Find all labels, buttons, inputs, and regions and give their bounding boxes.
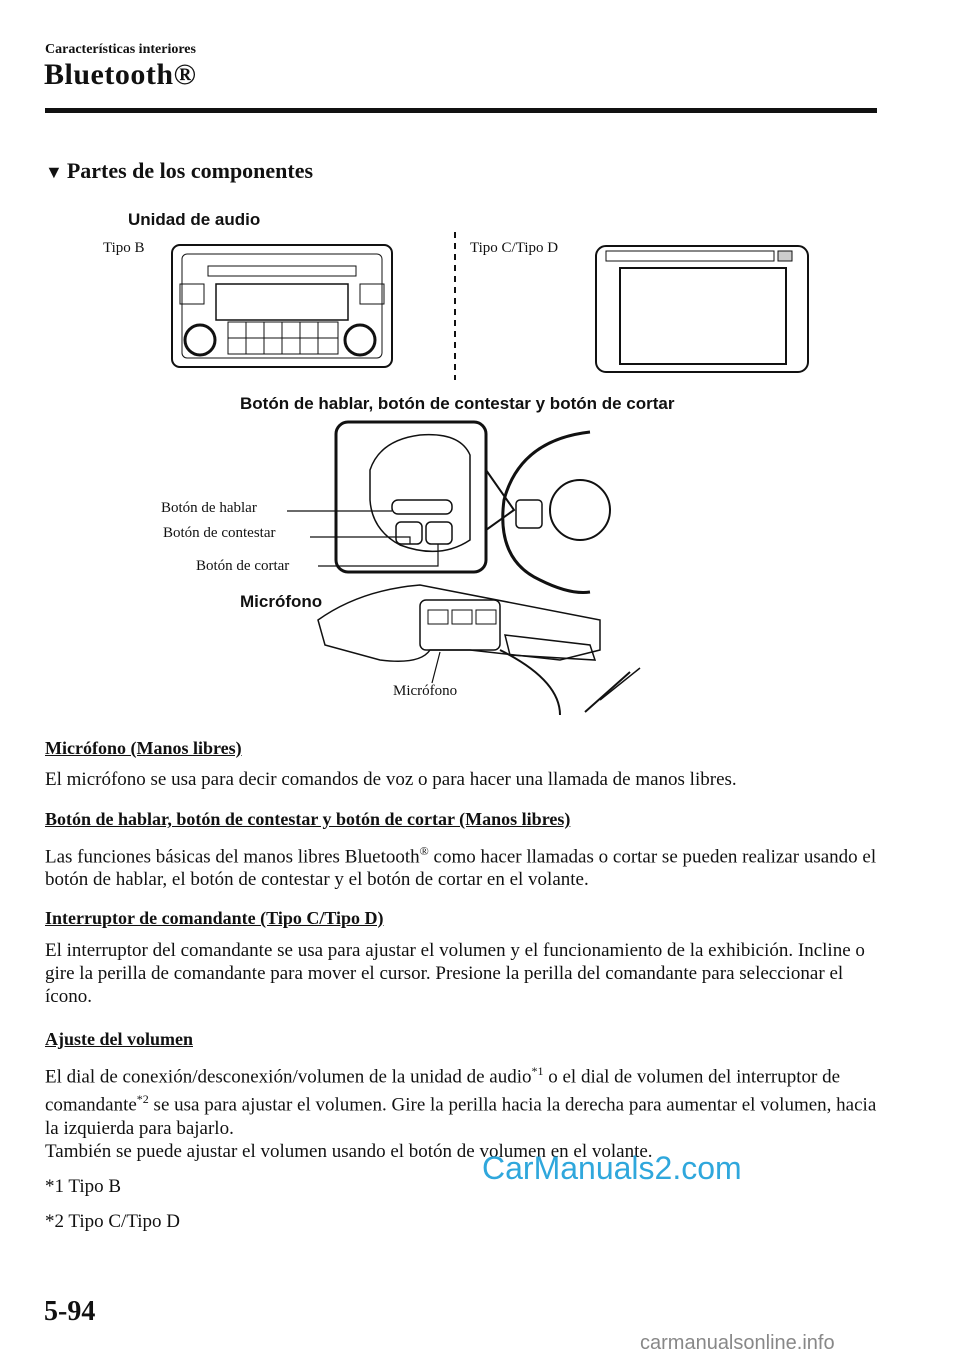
heading-commander: Interruptor de comandante (Tipo C/Tipo D): [45, 908, 384, 928]
answer-button-callout: Botón de contestar: [163, 525, 276, 541]
footer-watermark: carmanualsonline.info: [640, 1332, 835, 1354]
talk-button-callout: Botón de hablar: [161, 500, 257, 516]
audio-unit-label: Unidad de audio: [128, 210, 261, 229]
type-cd-label: Tipo C/Tipo D: [470, 240, 559, 256]
heading-buttons: Botón de hablar, botón de contestar y botón de cortar (Manos libres): [45, 809, 571, 829]
para-volume: El dial de conexión/desconexión/volumen de la unidad de audio$^{*1}$ o el dial de volumen del interruptor de comandante$^{*2}$ se usa para ajustar el volumen. Gire la perilla hacia la derecha para aumentar el volumen, hacia la izquierda para bajarlo. También se puede ajustar el volumen usando el botón de volumen en el volante.: [45, 1064, 877, 1162]
footnote-2: *2 Tipo C/Tipo D: [45, 1211, 181, 1232]
steering-wheel-illustration: [336, 422, 610, 593]
hangup-button-callout: Botón de cortar: [196, 558, 290, 574]
para-microphone: El micrófono se usa para decir comandos de voz o para hacer una llamada de manos libres.: [45, 769, 737, 790]
microphone-illustration: [318, 585, 640, 715]
type-b-label: Tipo B: [103, 240, 145, 256]
heading-volume: Ajuste del volumen: [45, 1029, 193, 1049]
footnote-1: *1 Tipo B: [45, 1176, 122, 1197]
display-type-cd: [596, 246, 808, 372]
mic-callout: Micrófono: [393, 683, 458, 699]
page-title: Bluetooth®: [44, 58, 197, 91]
page-number: 5-94: [44, 1296, 96, 1327]
para-commander: El interruptor del comandante se usa para ajustar el volumen y el funcionamiento de la exhibición. Incline o gire la perilla de comandante para mover el cursor. Presione la perilla del comandante para seleccionar el ícono.: [45, 940, 865, 1007]
para-buttons: Las funciones básicas del manos libres Bluetooth® como hacer llamadas o cortar se pueden realizar usando el botón de hablar, el botón de contestar y el botón de cortar en el volante.: [45, 844, 877, 891]
heading-microphone: Micrófono (Manos libres): [45, 738, 242, 758]
watermark: CarManuals2.com: [482, 1150, 742, 1186]
chapter-label: Características interiores: [45, 42, 196, 57]
triangle-down-icon: ▼: [45, 162, 63, 182]
buttons-label: Botón de hablar, botón de contestar y botón de cortar: [240, 394, 675, 413]
audio-unit-type-b: [172, 245, 392, 367]
section-title: ▼ Partes de los componentes: [45, 158, 314, 183]
mic-label: Micrófono: [240, 592, 323, 611]
